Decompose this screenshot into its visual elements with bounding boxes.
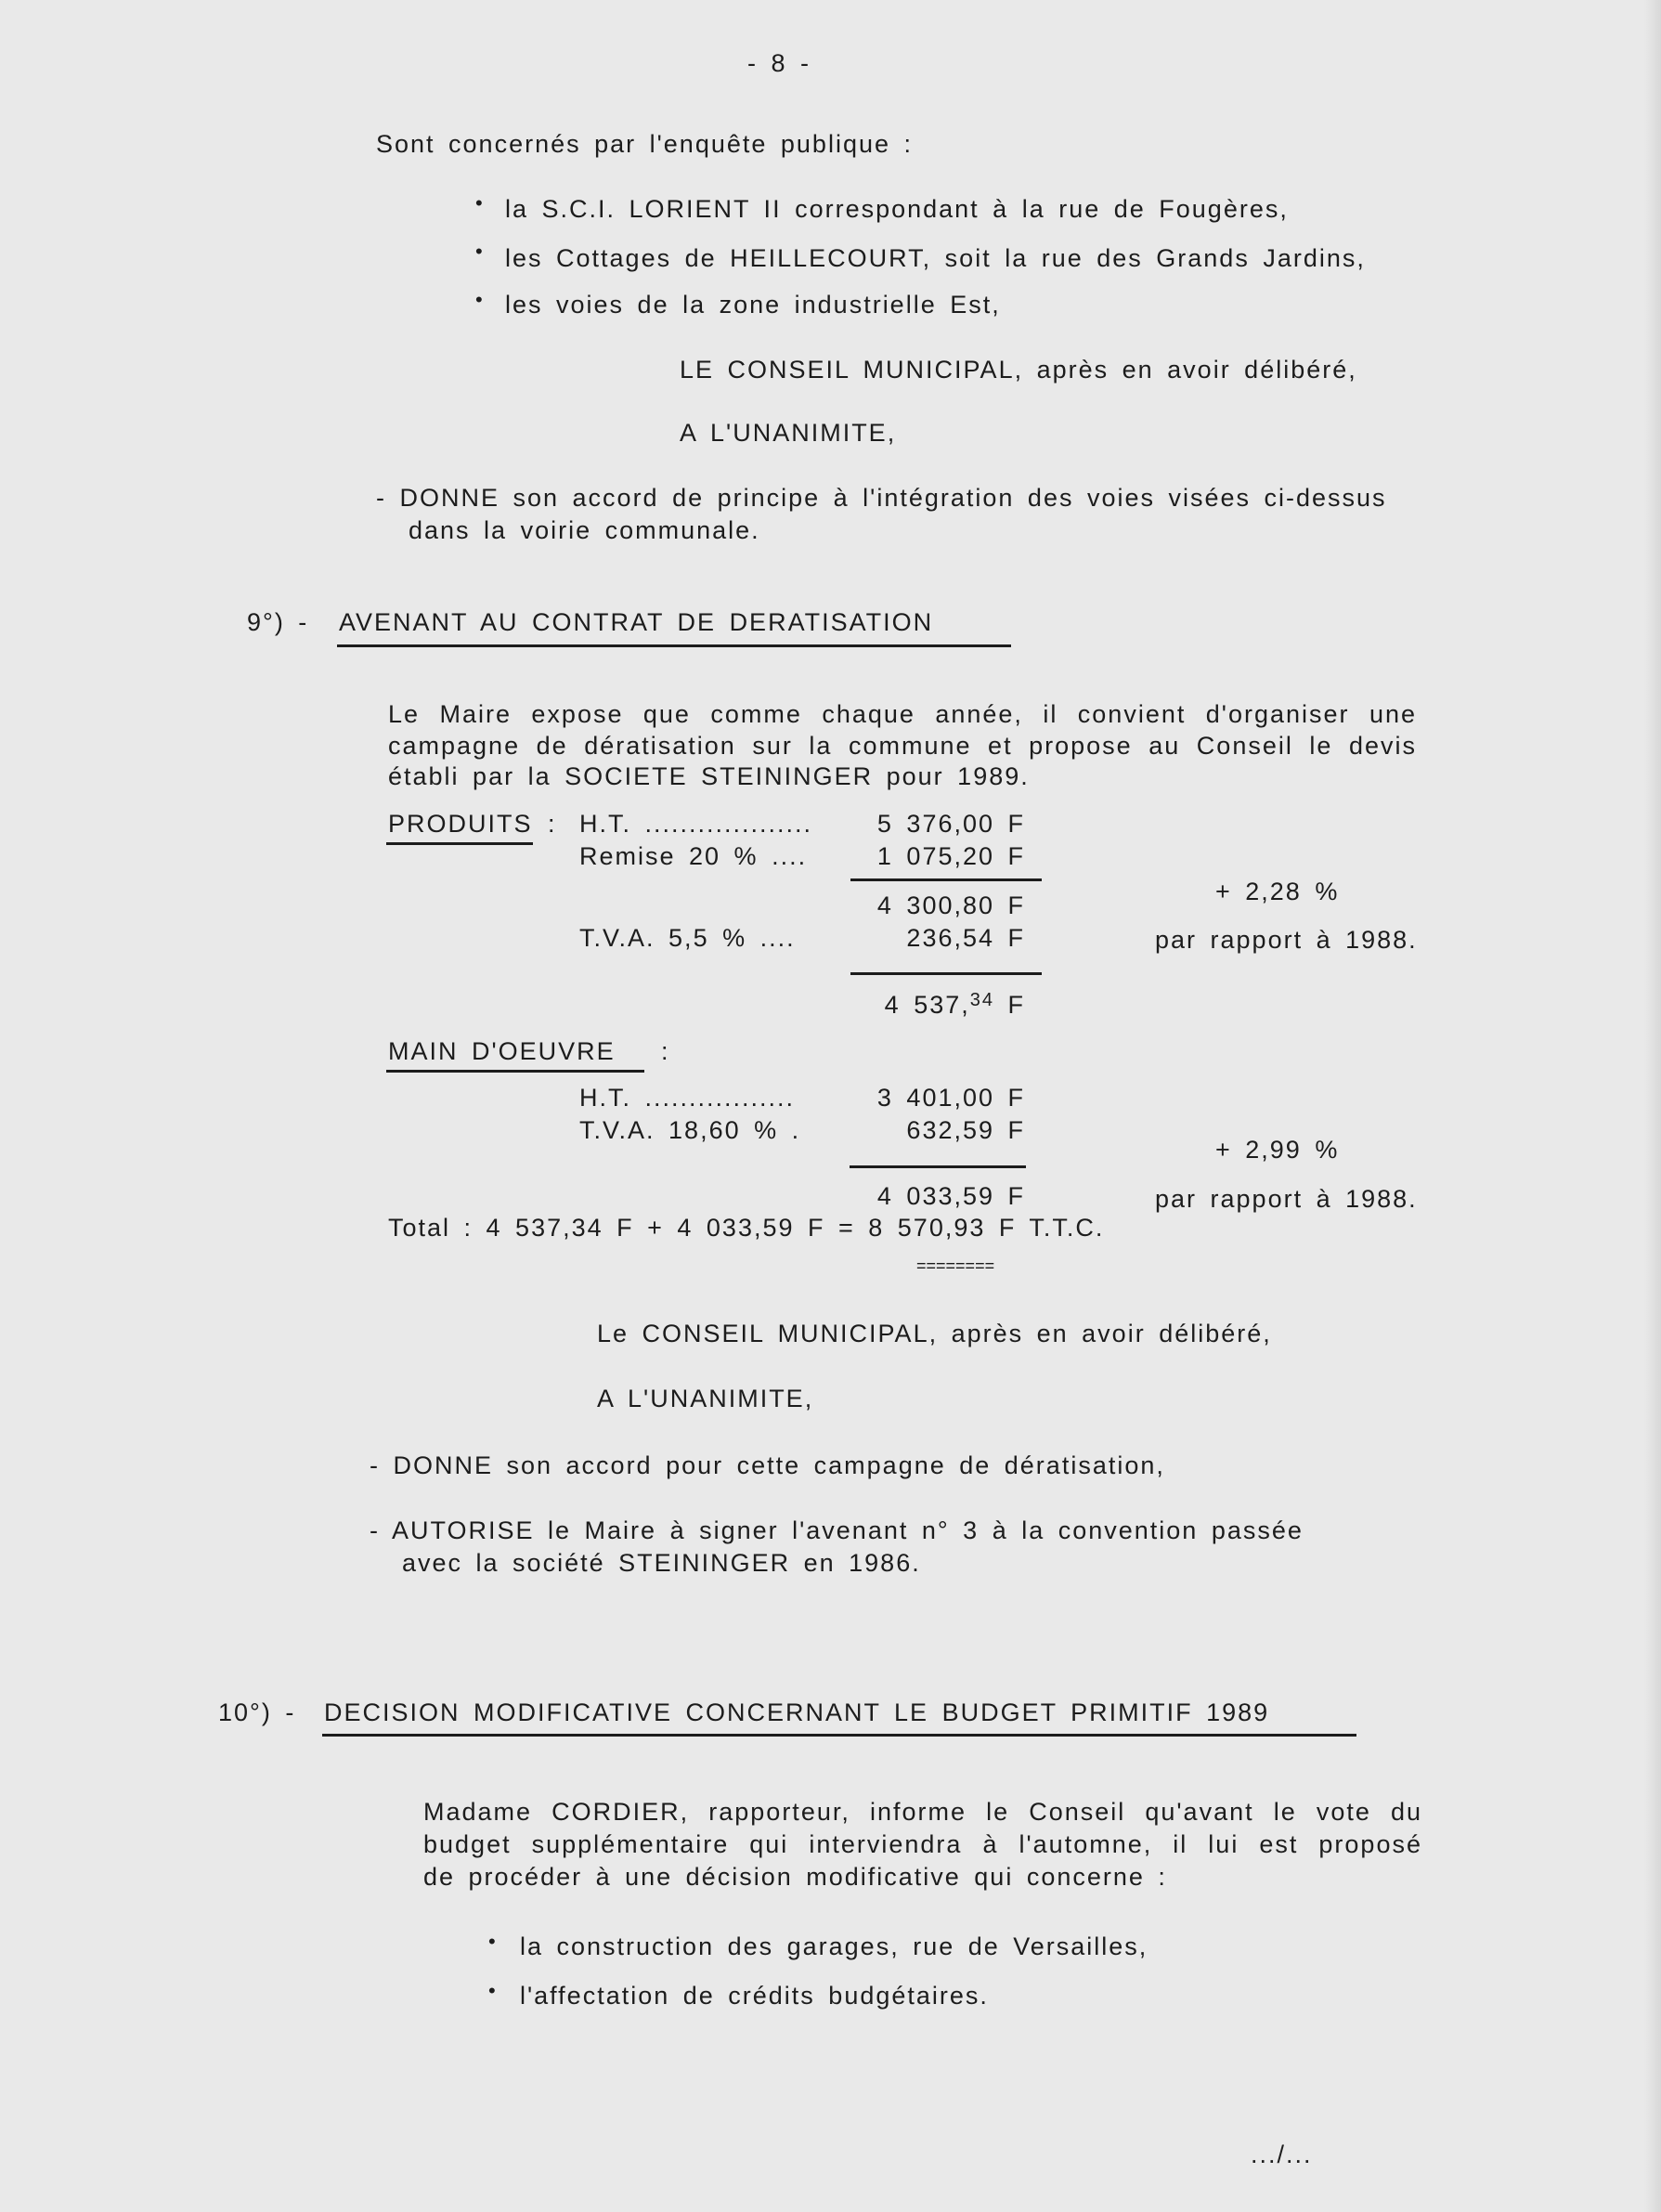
heading-underline	[386, 842, 533, 845]
unanimity: A L'UNANIMITE,	[597, 1385, 814, 1412]
list-item: les Cottages de HEILLECOURT, soit la rue des Grands Jardins,	[505, 244, 1366, 272]
unanimity: A L'UNANIMITE,	[680, 419, 897, 447]
paragraph-line: établi par la SOCIETE STEININGER pour 1989.	[388, 762, 1030, 790]
heading-underline	[386, 1070, 644, 1073]
decision-text-cont: dans la voirie communale.	[409, 516, 760, 544]
value-tva: 236,54 F	[906, 924, 1025, 952]
double-rule: ========	[916, 1256, 995, 1275]
section-title: DECISION MODIFICATIVE CONCERNANT LE BUDGET PRIMITIF 1989	[324, 1698, 1270, 1726]
main-oeuvre-heading: MAIN D'OEUVRE	[388, 1037, 616, 1065]
value-total-produits	[885, 985, 1025, 1020]
value-ht: 5 376,00 F	[876, 810, 1025, 838]
page-edge-shadow	[1644, 0, 1661, 2212]
value-remise: 1 075,20 F	[876, 842, 1025, 870]
intro-text: Sont concernés par l'enquête publique :	[376, 130, 913, 158]
label-remise: Remise 20 % ....	[579, 842, 808, 870]
variation-ref: par rapport à 1988.	[1155, 926, 1418, 954]
decision-text: - AUTORISE le Maire à signer l'avenant n° 3 à la convention passée	[370, 1516, 1304, 1544]
section-number: 9°) -	[247, 608, 309, 636]
list-item: la S.C.I. LORIENT II correspondant à la rue de Fougères,	[505, 195, 1289, 223]
value-subtotal: 4 300,80 F	[876, 891, 1025, 919]
total-int: 4 537,	[884, 991, 970, 1019]
decision-text: - DONNE son accord pour cette campagne de dératisation,	[370, 1451, 1165, 1479]
list-item: la construction des garages, rue de Versailles,	[520, 1932, 1148, 1960]
page-number: - 8 -	[747, 49, 811, 77]
bullet-icon: •	[475, 191, 485, 215]
sum-rule	[850, 1165, 1026, 1168]
bullet-icon: •	[475, 288, 485, 311]
paragraph-line: budget supplémentaire qui interviendra à l'automne, il lui est proposé	[423, 1830, 1422, 1858]
council-deliberation: LE CONSEIL MUNICIPAL, après en avoir délibéré,	[680, 356, 1357, 384]
section-number: 10°) -	[218, 1698, 296, 1726]
decision-text-cont: avec la société STEININGER en 1986.	[402, 1549, 921, 1577]
variation-ref: par rapport à 1988.	[1155, 1185, 1418, 1213]
variation-produits: + 2,28 %	[1215, 878, 1340, 905]
label-ht: H.T. .................	[579, 1084, 796, 1112]
total-unit: F	[994, 991, 1025, 1019]
paragraph-line: campagne de dératisation sur la commune et propose au Conseil le devis	[388, 732, 1417, 760]
list-item: les voies de la zone industrielle Est,	[505, 291, 1001, 319]
value-tva: 632,59 F	[906, 1116, 1025, 1144]
value-total-main-oeuvre: 4 033,59 F	[876, 1182, 1025, 1210]
bullet-icon: •	[488, 1930, 498, 1953]
title-underline	[322, 1734, 1356, 1737]
section-title: AVENANT AU CONTRAT DE DERATISATION	[339, 608, 934, 636]
variation-main-oeuvre: + 2,99 %	[1215, 1136, 1340, 1164]
bullet-icon: •	[488, 1979, 498, 2002]
label-tva: T.V.A. 5,5 % ....	[579, 924, 796, 952]
bullet-icon: •	[475, 240, 485, 263]
label-ht: H.T. ...................	[579, 810, 813, 838]
list-item: l'affectation de crédits budgétaires.	[520, 1982, 989, 2010]
sum-rule	[850, 972, 1042, 975]
council-deliberation: Le CONSEIL MUNICIPAL, après en avoir délibéré,	[597, 1320, 1272, 1347]
title-underline	[337, 644, 1011, 647]
paragraph-line: Madame CORDIER, rapporteur, informe le Conseil qu'avant le vote du	[423, 1798, 1422, 1826]
decision-text: - DONNE son accord de principe à l'intégration des voies visées ci-dessus	[376, 484, 1387, 512]
paragraph-line: de procéder à une décision modificative qui concerne :	[423, 1863, 1167, 1891]
colon: :	[548, 810, 557, 838]
continuation-mark: .../...	[1251, 2140, 1313, 2168]
value-ht: 3 401,00 F	[876, 1084, 1025, 1112]
grand-total: Total : 4 537,34 F + 4 033,59 F = 8 570,93 F T.T.C.	[388, 1214, 1105, 1242]
produits-heading: PRODUITS	[388, 810, 533, 838]
label-tva: T.V.A. 18,60 % .	[579, 1116, 801, 1144]
sum-rule	[850, 878, 1042, 881]
colon: :	[661, 1037, 670, 1065]
paragraph-line: Le Maire expose que comme chaque année, il convient d'organiser une	[388, 700, 1417, 728]
total-decimals: 34	[969, 990, 994, 1010]
